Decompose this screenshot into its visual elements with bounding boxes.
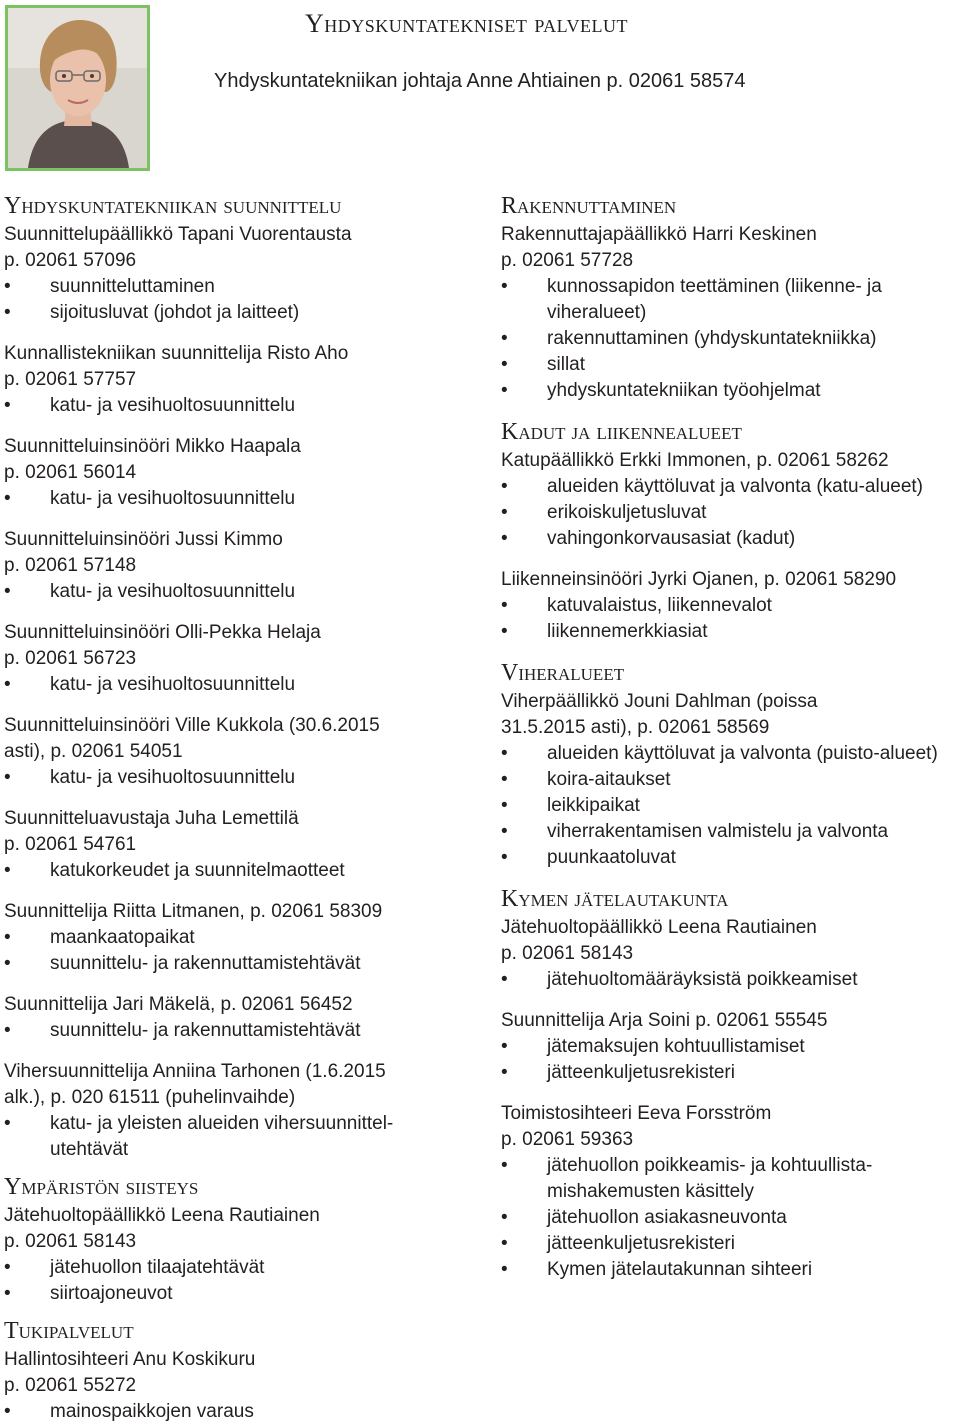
responsibility-list <box>501 1034 956 1086</box>
contact-phone-line: p. 02061 54761 <box>4 834 137 855</box>
section-heading: Ympäristön siisteys <box>4 1174 199 1200</box>
bullet-icon: • <box>4 1257 11 1278</box>
responsibility-item <box>501 526 956 552</box>
responsibility-item <box>501 819 956 845</box>
department-section <box>501 657 956 871</box>
section-heading: Yhdyskuntatekniikan suunnittelu <box>4 193 342 219</box>
contact-phone-line: p. 02061 57728 <box>501 250 634 271</box>
responsibility-item <box>501 793 956 819</box>
responsibility-text: mainospaikkojen varaus <box>50 1401 254 1422</box>
responsibility-item <box>4 858 454 884</box>
responsibility-item <box>501 500 956 526</box>
contact-name-line: Katupäällikkö Erkki Immonen, p. 02061 58262 <box>501 450 889 471</box>
contact-phone-line: p. 02061 57096 <box>4 250 137 271</box>
contact-phone-line: p. 02061 56723 <box>4 648 137 669</box>
responsibility-text: leikkipaikat <box>547 795 640 816</box>
responsibility-text: katuvalaistus, liikennevalot <box>547 595 772 616</box>
responsibility-item <box>501 1231 956 1257</box>
department-section <box>501 416 956 645</box>
left-column <box>4 190 454 1425</box>
contact-name-line: Suunnittelupäällikkö Tapani Vuorentausta <box>4 224 352 245</box>
responsibility-item <box>501 1153 956 1205</box>
bullet-icon: • <box>501 621 508 642</box>
department-section <box>4 1171 454 1307</box>
contact-phone-line: p. 02061 59363 <box>501 1129 634 1150</box>
contact-entry <box>4 341 454 419</box>
responsibility-item <box>501 352 956 378</box>
responsibility-item <box>501 474 956 500</box>
bullet-icon: • <box>4 1113 11 1134</box>
responsibility-item <box>501 1205 956 1231</box>
responsibility-list <box>501 474 956 552</box>
bullet-icon: • <box>501 1155 508 1176</box>
responsibility-item <box>501 1257 956 1283</box>
bullet-icon: • <box>501 1036 508 1057</box>
responsibility-item <box>501 967 956 993</box>
bullet-icon: • <box>4 927 11 948</box>
bullet-icon: • <box>501 847 508 868</box>
contact-phone-line: p. 02061 58143 <box>501 943 634 964</box>
responsibility-list <box>501 1153 956 1283</box>
department-section <box>4 1315 454 1425</box>
bullet-icon: • <box>501 1233 508 1254</box>
responsibility-item <box>4 765 454 791</box>
contact-phone-line: 31.5.2015 asti), p. 02061 58569 <box>501 717 770 738</box>
contact-entry <box>4 1203 454 1307</box>
contact-entry <box>4 620 454 698</box>
responsibility-list <box>4 274 454 326</box>
responsibility-list <box>4 925 454 977</box>
contact-name-line: Suunnitteluavustaja Juha Lemettilä <box>4 808 299 829</box>
bullet-icon: • <box>501 821 508 842</box>
section-heading: Tukipalvelut <box>4 1318 134 1344</box>
contact-name-line: Suunnittelija Arja Soini p. 02061 55545 <box>501 1010 828 1031</box>
responsibility-text: vahingonkorvausasiat (kadut) <box>547 528 796 549</box>
director-portrait-photo <box>5 5 150 171</box>
responsibility-text: suunnittelu- ja rakennuttamistehtävät <box>50 1020 361 1041</box>
director-contact: Yhdyskuntatekniikan johtaja Anne Ahtiainen p. 02061 58574 <box>214 70 746 92</box>
bullet-icon: • <box>4 395 11 416</box>
responsibility-item <box>4 925 454 951</box>
contact-name-line: Suunnitteluinsinööri Ville Kukkola (30.6.2015 <box>4 715 380 736</box>
responsibility-text: katu- ja vesihuoltosuunnittelu <box>50 395 296 416</box>
contact-name-line: Rakennuttajapäällikkö Harri Keskinen <box>501 224 817 245</box>
department-section <box>501 190 956 404</box>
bullet-icon: • <box>501 1207 508 1228</box>
responsibility-text: suunnitteluttaminen <box>50 276 215 297</box>
contact-entry <box>501 448 956 552</box>
contact-name-line: Suunnitteluinsinööri Jussi Kimmo <box>4 529 283 550</box>
responsibility-item <box>501 767 956 793</box>
responsibility-item <box>4 274 454 300</box>
responsibility-text: katu- ja vesihuoltosuunnittelu <box>50 674 296 695</box>
bullet-icon: • <box>4 953 11 974</box>
responsibility-text: katu- ja yleisten alueiden vihersuunnittel-utehtävät <box>50 1113 394 1160</box>
contact-name-line: Jätehuoltopäällikkö Leena Rautiainen <box>501 917 817 938</box>
contact-entry <box>501 222 956 404</box>
responsibility-text: puunkaatoluvat <box>547 847 676 868</box>
contact-name-line: Kunnallistekniikan suunnittelija Risto Aho <box>4 343 349 364</box>
responsibility-item <box>4 1255 454 1281</box>
contact-phone-line: alk.), p. 020 61511 (puhelinvaihde) <box>4 1087 296 1108</box>
responsibility-list <box>4 1018 454 1044</box>
bullet-icon: • <box>501 969 508 990</box>
contact-entry <box>4 713 454 791</box>
right-column <box>501 190 956 1283</box>
bullet-icon: • <box>501 354 508 375</box>
contact-phone-line: asti), p. 02061 54051 <box>4 741 183 762</box>
contact-entry <box>4 434 454 512</box>
responsibility-text: koira-aitaukset <box>547 769 671 790</box>
department-section <box>4 190 454 1163</box>
contact-entry <box>4 992 454 1044</box>
responsibility-text: jätteenkuljetusrekisteri <box>547 1233 735 1254</box>
bullet-icon: • <box>4 581 11 602</box>
bullet-icon: • <box>501 769 508 790</box>
responsibility-text: katu- ja vesihuoltosuunnittelu <box>50 581 296 602</box>
bullet-icon: • <box>501 743 508 764</box>
section-heading: Viheralueet <box>501 660 625 686</box>
bullet-icon: • <box>501 528 508 549</box>
contact-name-line: Suunnittelija Riitta Litmanen, p. 02061 58309 <box>4 901 383 922</box>
contact-name-line: Toimistosihteeri Eeva Forsström <box>501 1103 772 1124</box>
responsibility-item <box>4 393 454 419</box>
contact-entry <box>501 915 956 993</box>
responsibility-item <box>4 1111 454 1163</box>
contact-name-line: Suunnitteluinsinööri Olli-Pekka Helaja <box>4 622 321 643</box>
bullet-icon: • <box>4 302 11 323</box>
contact-entry <box>4 1059 454 1163</box>
responsibility-item <box>501 274 956 326</box>
responsibility-text: siirtoajoneuvot <box>50 1283 173 1304</box>
section-heading: Rakennuttaminen <box>501 193 677 219</box>
responsibility-list <box>501 593 956 645</box>
responsibility-text: yhdyskuntatekniikan työohjelmat <box>547 380 821 401</box>
bullet-icon: • <box>501 595 508 616</box>
responsibility-text: alueiden käyttöluvat ja valvonta (katu-alueet) <box>547 476 924 497</box>
responsibility-text: jätteenkuljetusrekisteri <box>547 1062 735 1083</box>
bullet-icon: • <box>501 276 508 297</box>
responsibility-item <box>501 619 956 645</box>
responsibility-text: jätehuollon asiakasneuvonta <box>547 1207 787 1228</box>
section-heading: Kadut ja liikennealueet <box>501 419 742 445</box>
responsibility-item <box>501 378 956 404</box>
responsibility-list <box>501 741 956 871</box>
contact-phone-line: p. 02061 57757 <box>4 369 137 390</box>
responsibility-text: liikennemerkkiasiat <box>547 621 708 642</box>
responsibility-text: jätehuollon tilaajatehtävät <box>50 1257 265 1278</box>
responsibility-item <box>501 1060 956 1086</box>
responsibility-list <box>4 858 454 884</box>
responsibility-item <box>4 672 454 698</box>
bullet-icon: • <box>501 328 508 349</box>
responsibility-text: jätehuoltomääräyksistä poikkeamiset <box>547 969 858 990</box>
contact-name-line: Suunnittelija Jari Mäkelä, p. 02061 56452 <box>4 994 353 1015</box>
contact-entry <box>501 689 956 871</box>
contact-name-line: Liikenneinsinööri Jyrki Ojanen, p. 02061 58290 <box>501 569 897 590</box>
contact-entry <box>4 806 454 884</box>
responsibility-item <box>501 741 956 767</box>
responsibility-list <box>4 1255 454 1307</box>
responsibility-text: suunnittelu- ja rakennuttamistehtävät <box>50 953 361 974</box>
bullet-icon: • <box>4 674 11 695</box>
responsibility-list <box>4 393 454 419</box>
portrait-image <box>8 8 147 168</box>
responsibility-list <box>4 1399 454 1425</box>
responsibility-text: alueiden käyttöluvat ja valvonta (puisto-alueet) <box>547 743 938 764</box>
contact-name-line: Vihersuunnittelija Anniina Tarhonen (1.6.2015 <box>4 1061 386 1082</box>
responsibility-item <box>4 579 454 605</box>
contact-name-line: Hallintosihteeri Anu Koskikuru <box>4 1349 256 1370</box>
department-section <box>501 883 956 1283</box>
bullet-icon: • <box>501 795 508 816</box>
bullet-icon: • <box>4 767 11 788</box>
bullet-icon: • <box>501 1062 508 1083</box>
bullet-icon: • <box>4 1283 11 1304</box>
contact-phone-line: p. 02061 55272 <box>4 1375 137 1396</box>
responsibility-text: rakennuttaminen (yhdyskuntatekniikka) <box>547 328 877 349</box>
bullet-icon: • <box>501 502 508 523</box>
responsibility-list <box>4 579 454 605</box>
responsibility-text: katu- ja vesihuoltosuunnittelu <box>50 488 296 509</box>
bullet-icon: • <box>4 1401 11 1422</box>
responsibility-text: katu- ja vesihuoltosuunnittelu <box>50 767 296 788</box>
responsibility-text: sillat <box>547 354 586 375</box>
responsibility-text: Kymen jätelautakunnan sihteeri <box>547 1259 813 1280</box>
responsibility-item <box>4 951 454 977</box>
responsibility-list <box>501 967 956 993</box>
bullet-icon: • <box>501 380 508 401</box>
responsibility-item <box>4 1018 454 1044</box>
responsibility-item <box>501 1034 956 1060</box>
responsibility-item <box>4 300 454 326</box>
responsibility-list <box>501 274 956 404</box>
responsibility-text: katukorkeudet ja suunnitelmaotteet <box>50 860 345 881</box>
responsibility-text: viherrakentamisen valmistelu ja valvonta <box>547 821 889 842</box>
contact-entry <box>4 1347 454 1425</box>
contact-entry <box>501 1101 956 1283</box>
responsibility-text: jätehuollon poikkeamis- ja kohtuullista-mishakemusten käsittely <box>547 1155 873 1202</box>
responsibility-item <box>501 326 956 352</box>
contact-name-line: Viherpäällikkö Jouni Dahlman (poissa <box>501 691 818 712</box>
responsibility-item <box>501 845 956 871</box>
contact-name-line: Jätehuoltopäällikkö Leena Rautiainen <box>4 1205 320 1226</box>
contact-entry <box>4 222 454 326</box>
bullet-icon: • <box>4 1020 11 1041</box>
contact-phone-line: p. 02061 57148 <box>4 555 137 576</box>
responsibility-text: jätemaksujen kohtuullistamiset <box>547 1036 805 1057</box>
contact-entry <box>501 1008 956 1086</box>
responsibility-text: erikoiskuljetusluvat <box>547 502 707 523</box>
contact-name-line: Suunnitteluinsinööri Mikko Haapala <box>4 436 301 457</box>
bullet-icon: • <box>501 476 508 497</box>
responsibility-text: kunnossapidon teettäminen (liikenne- ja viheralueet) <box>547 276 882 323</box>
responsibility-item <box>4 486 454 512</box>
bullet-icon: • <box>4 860 11 881</box>
responsibility-list <box>4 486 454 512</box>
page-title: Yhdyskuntatekniset palvelut <box>305 9 629 38</box>
section-heading: Kymen jätelautakunta <box>501 886 729 912</box>
contact-phone-line: p. 02061 58143 <box>4 1231 137 1252</box>
contact-entry <box>501 567 956 645</box>
contact-entry <box>4 899 454 977</box>
responsibility-text: sijoitusluvat (johdot ja laitteet) <box>50 302 300 323</box>
responsibility-list <box>4 672 454 698</box>
responsibility-item <box>501 593 956 619</box>
responsibility-list <box>4 1111 454 1163</box>
responsibility-item <box>4 1281 454 1307</box>
bullet-icon: • <box>4 276 11 297</box>
contact-phone-line: p. 02061 56014 <box>4 462 137 483</box>
bullet-icon: • <box>501 1259 508 1280</box>
responsibility-list <box>4 765 454 791</box>
contact-entry <box>4 527 454 605</box>
responsibility-item <box>4 1399 454 1425</box>
bullet-icon: • <box>4 488 11 509</box>
responsibility-text: maankaatopaikat <box>50 927 195 948</box>
